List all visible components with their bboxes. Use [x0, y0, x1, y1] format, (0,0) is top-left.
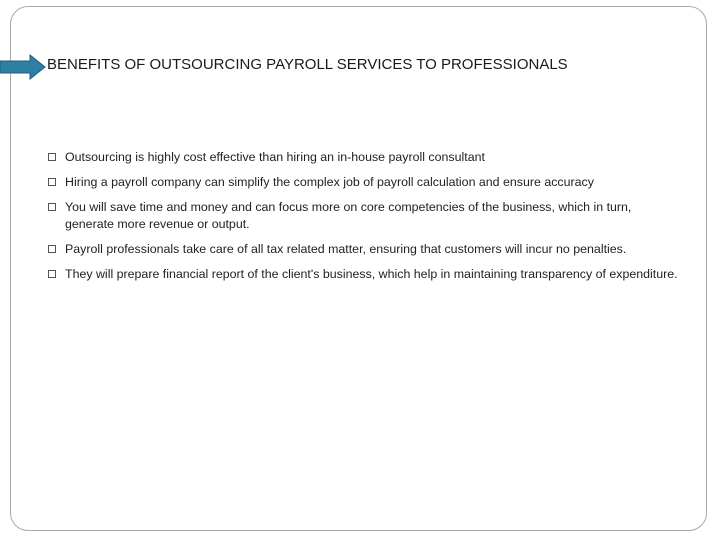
list-item [48, 174, 678, 191]
bullet-list [48, 149, 678, 291]
square-bullet-icon [48, 153, 56, 161]
bullet-text: You will save time and money and can focus more on core competencies of the business, which in turn, generate more revenue or output. [65, 200, 632, 231]
list-item [48, 199, 678, 233]
bullet-text: Outsourcing is highly cost effective than hiring an in-house payroll consultant [65, 150, 485, 164]
list-item [48, 266, 678, 283]
square-bullet-icon [48, 203, 56, 211]
list-item [48, 149, 678, 166]
square-bullet-icon [48, 245, 56, 253]
list-item [48, 241, 678, 258]
square-bullet-icon [48, 270, 56, 278]
bullet-text: Hiring a payroll company can simplify the complex job of payroll calculation and ensure accuracy [65, 175, 594, 189]
square-bullet-icon [48, 178, 56, 186]
bullet-text: They will prepare financial report of the client's business, which help in maintaining transparency of expenditure. [65, 267, 678, 281]
right-arrow-icon [0, 54, 46, 80]
bullet-text: Payroll professionals take care of all tax related matter, ensuring that customers will incur no penalties. [65, 242, 627, 256]
slide-title: BENEFITS OF OUTSOURCING PAYROLL SERVICES TO PROFESSIONALS [47, 56, 568, 73]
